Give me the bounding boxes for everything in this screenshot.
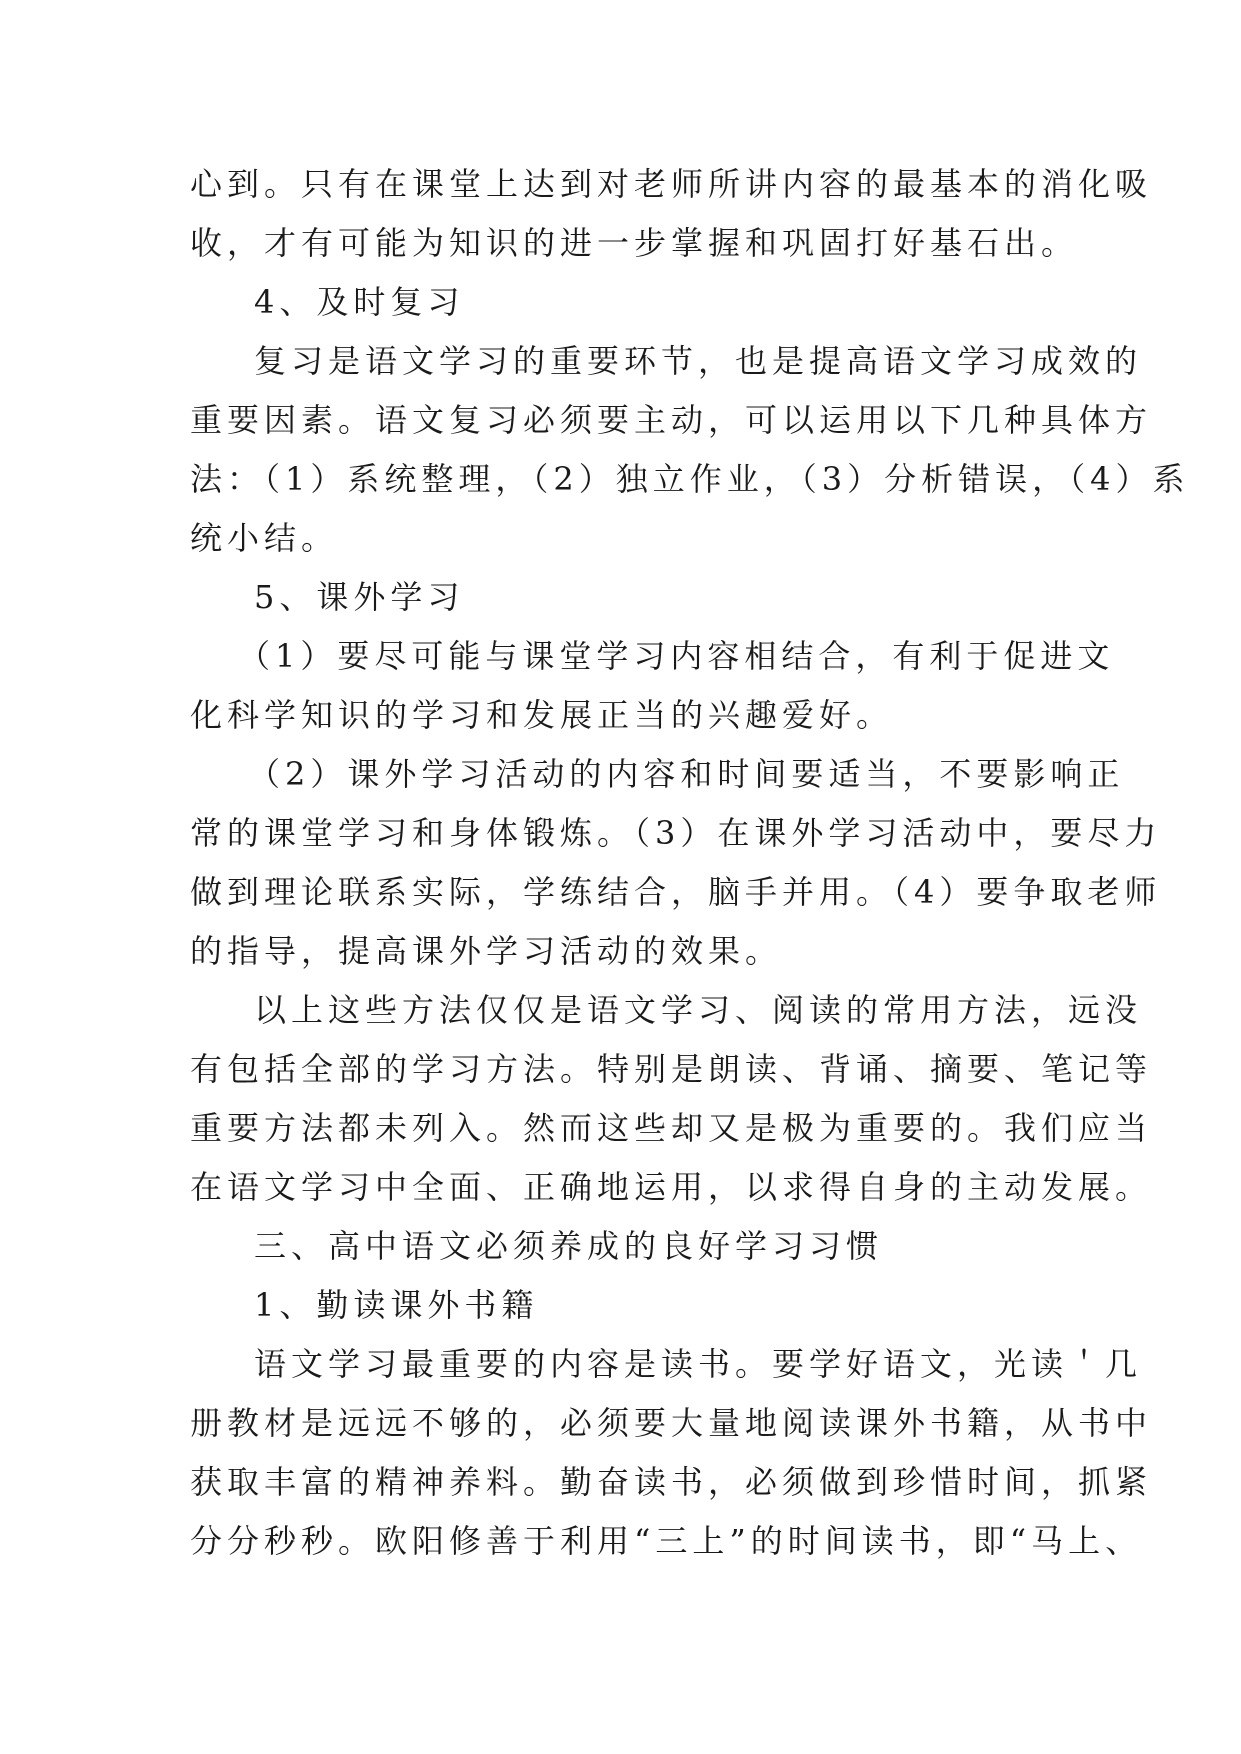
paragraph-line: 册教材是远远不够的，必须要大量地阅读课外书籍，从书中	[190, 1404, 1153, 1442]
paragraph-line: 分分秒秒。欧阳修善于利用“三上”的时间读书，即“马上、	[190, 1522, 1143, 1560]
section-heading: 三、高中语文必须养成的良好学习习惯	[254, 1227, 884, 1265]
paragraph-line: （1）要尽可能与课堂学习内容相结合，有利于促进文	[238, 637, 1115, 675]
paragraph-line: 做到理论联系实际，学练结合，脑手并用。（4）要争取老师	[190, 873, 1162, 911]
paragraph-line: 复习是语文学习的重要环节，也是提高语文学习成效的	[254, 342, 1143, 380]
paragraph-line: 重要因素。语文复习必须要主动，可以运用以下几种具体方	[190, 401, 1153, 439]
paragraph-line: 统小结。	[190, 519, 339, 557]
paragraph-line: 以上这些方法仅仅是语文学习、阅读的常用方法，远没	[254, 991, 1143, 1029]
paragraph-line: 重要方法都未列入。然而这些却又是极为重要的。我们应当	[190, 1109, 1153, 1147]
paragraph-line: 在语文学习中全面、正确地运用，以求得自身的主动发展。	[190, 1168, 1153, 1206]
paragraph-line: 获取丰富的精神养料。勤奋读书，必须做到珍惜时间，抓紧	[190, 1463, 1153, 1501]
paragraph-line: （2）课外学习活动的内容和时间要适当，不要影响正	[248, 755, 1125, 793]
paragraph-line: 的指导，提高课外学习活动的效果。	[190, 932, 783, 970]
paragraph-line: 化科学知识的学习和发展正当的兴趣爱好。	[190, 696, 894, 734]
document-body	[190, 155, 1190, 1571]
section-heading: 5、课外学习	[254, 578, 465, 616]
paragraph-line: 语文学习最重要的内容是读书。要学好语文，光读＇几	[254, 1345, 1143, 1383]
paragraph-line: 心到。只有在课堂上达到对老师所讲内容的最基本的消化吸	[190, 165, 1153, 203]
paragraph-line: 有包括全部的学习方法。特别是朗读、背诵、摘要、笔记等	[190, 1050, 1153, 1088]
paragraph-line: 收，才有可能为知识的进一步掌握和巩固打好基石出。	[190, 224, 1079, 262]
paragraph-line: 法：（1）系统整理，（2）独立作业，（3）分析错误，（4）系	[190, 460, 1190, 498]
section-heading: 4、及时复习	[254, 283, 465, 321]
section-heading: 1、勤读课外书籍	[254, 1286, 539, 1324]
paragraph-line: 常的课堂学习和身体锻炼。（3）在课外学习活动中，要尽力	[190, 814, 1162, 852]
